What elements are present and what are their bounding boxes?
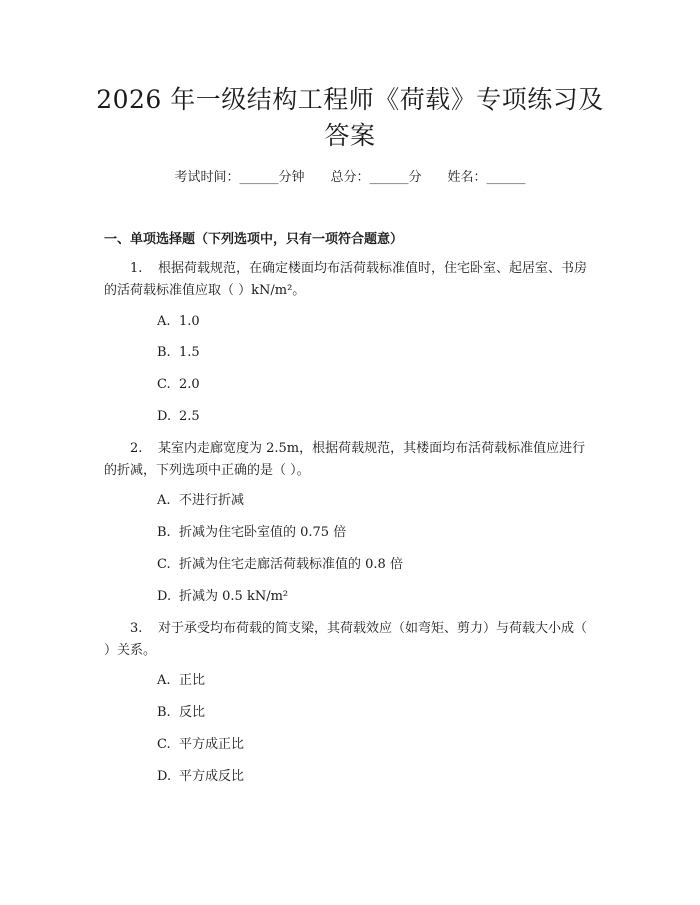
option-letter: A. [157, 493, 171, 508]
option-b [157, 704, 205, 722]
question-text: 对于承受均布荷载的简支梁，其荷载效应（如弯矩、剪力）与荷载大小成（ ）关系。 [104, 621, 588, 658]
option-text: 折减为 0.5 kN/m² [179, 589, 289, 604]
option-letter: B. [157, 345, 171, 360]
option-b [157, 524, 346, 542]
option-text: 不进行折减 [179, 493, 245, 508]
option-c [157, 736, 244, 754]
option-letter: B. [157, 705, 171, 720]
document-title: 2026 年一级结构工程师《荷载》专项练习及答案 [96, 85, 604, 150]
option-text: 1.0 [179, 314, 200, 329]
option-letter: D. [157, 409, 172, 424]
option-letter: A. [157, 314, 171, 329]
option-text: 1.5 [179, 345, 200, 360]
question-number: 2. [130, 441, 143, 456]
option-letter: A. [157, 673, 171, 688]
option-d [157, 408, 200, 426]
question-number: 3. [130, 621, 143, 636]
option-c [157, 376, 200, 394]
option-letter: D. [157, 769, 172, 784]
exam-info-line [0, 169, 700, 187]
option-text: 2.0 [179, 377, 200, 392]
option-text: 折减为住宅卧室值的 0.75 倍 [179, 525, 347, 540]
option-b [157, 344, 200, 362]
option-text: 平方成反比 [179, 769, 245, 784]
option-text: 平方成正比 [179, 737, 245, 752]
option-letter: C. [157, 737, 171, 752]
option-text: 折减为住宅走廊活荷载标准值的 0.8 倍 [179, 557, 403, 572]
option-text: 反比 [179, 705, 206, 720]
exam-time-field: 考试时间：______分钟 [174, 170, 305, 185]
section-heading: 一、单项选择题（下列选项中，只有一项符合题意） [104, 232, 404, 247]
question-text: 根据荷载规范，在确定楼面均布活荷载标准值时，住宅卧室、起居室、书房的活荷载标准值应取（ ）kN/m²。 [104, 261, 588, 298]
question-2 [104, 438, 597, 482]
question-text: 某室内走廊宽度为 2.5m，根据荷载规范，其楼面均布活荷载标准值应进行的折减，下列选项中正确的是（ ）。 [104, 441, 586, 478]
question-number: 1. [130, 261, 143, 276]
question-3 [104, 618, 597, 662]
option-text: 正比 [179, 673, 206, 688]
option-letter: B. [157, 525, 171, 540]
option-letter: C. [157, 557, 171, 572]
option-c [157, 556, 403, 574]
option-letter: D. [157, 589, 172, 604]
name-field: 姓名：______ [447, 170, 526, 185]
option-a [157, 313, 200, 331]
option-letter: C. [157, 377, 171, 392]
option-d [157, 588, 288, 606]
option-a [157, 672, 205, 690]
total-score-field: 总分：______分 [330, 170, 422, 185]
option-d [157, 768, 244, 786]
option-text: 2.5 [179, 409, 200, 424]
question-1 [104, 258, 597, 302]
option-a [157, 492, 244, 510]
